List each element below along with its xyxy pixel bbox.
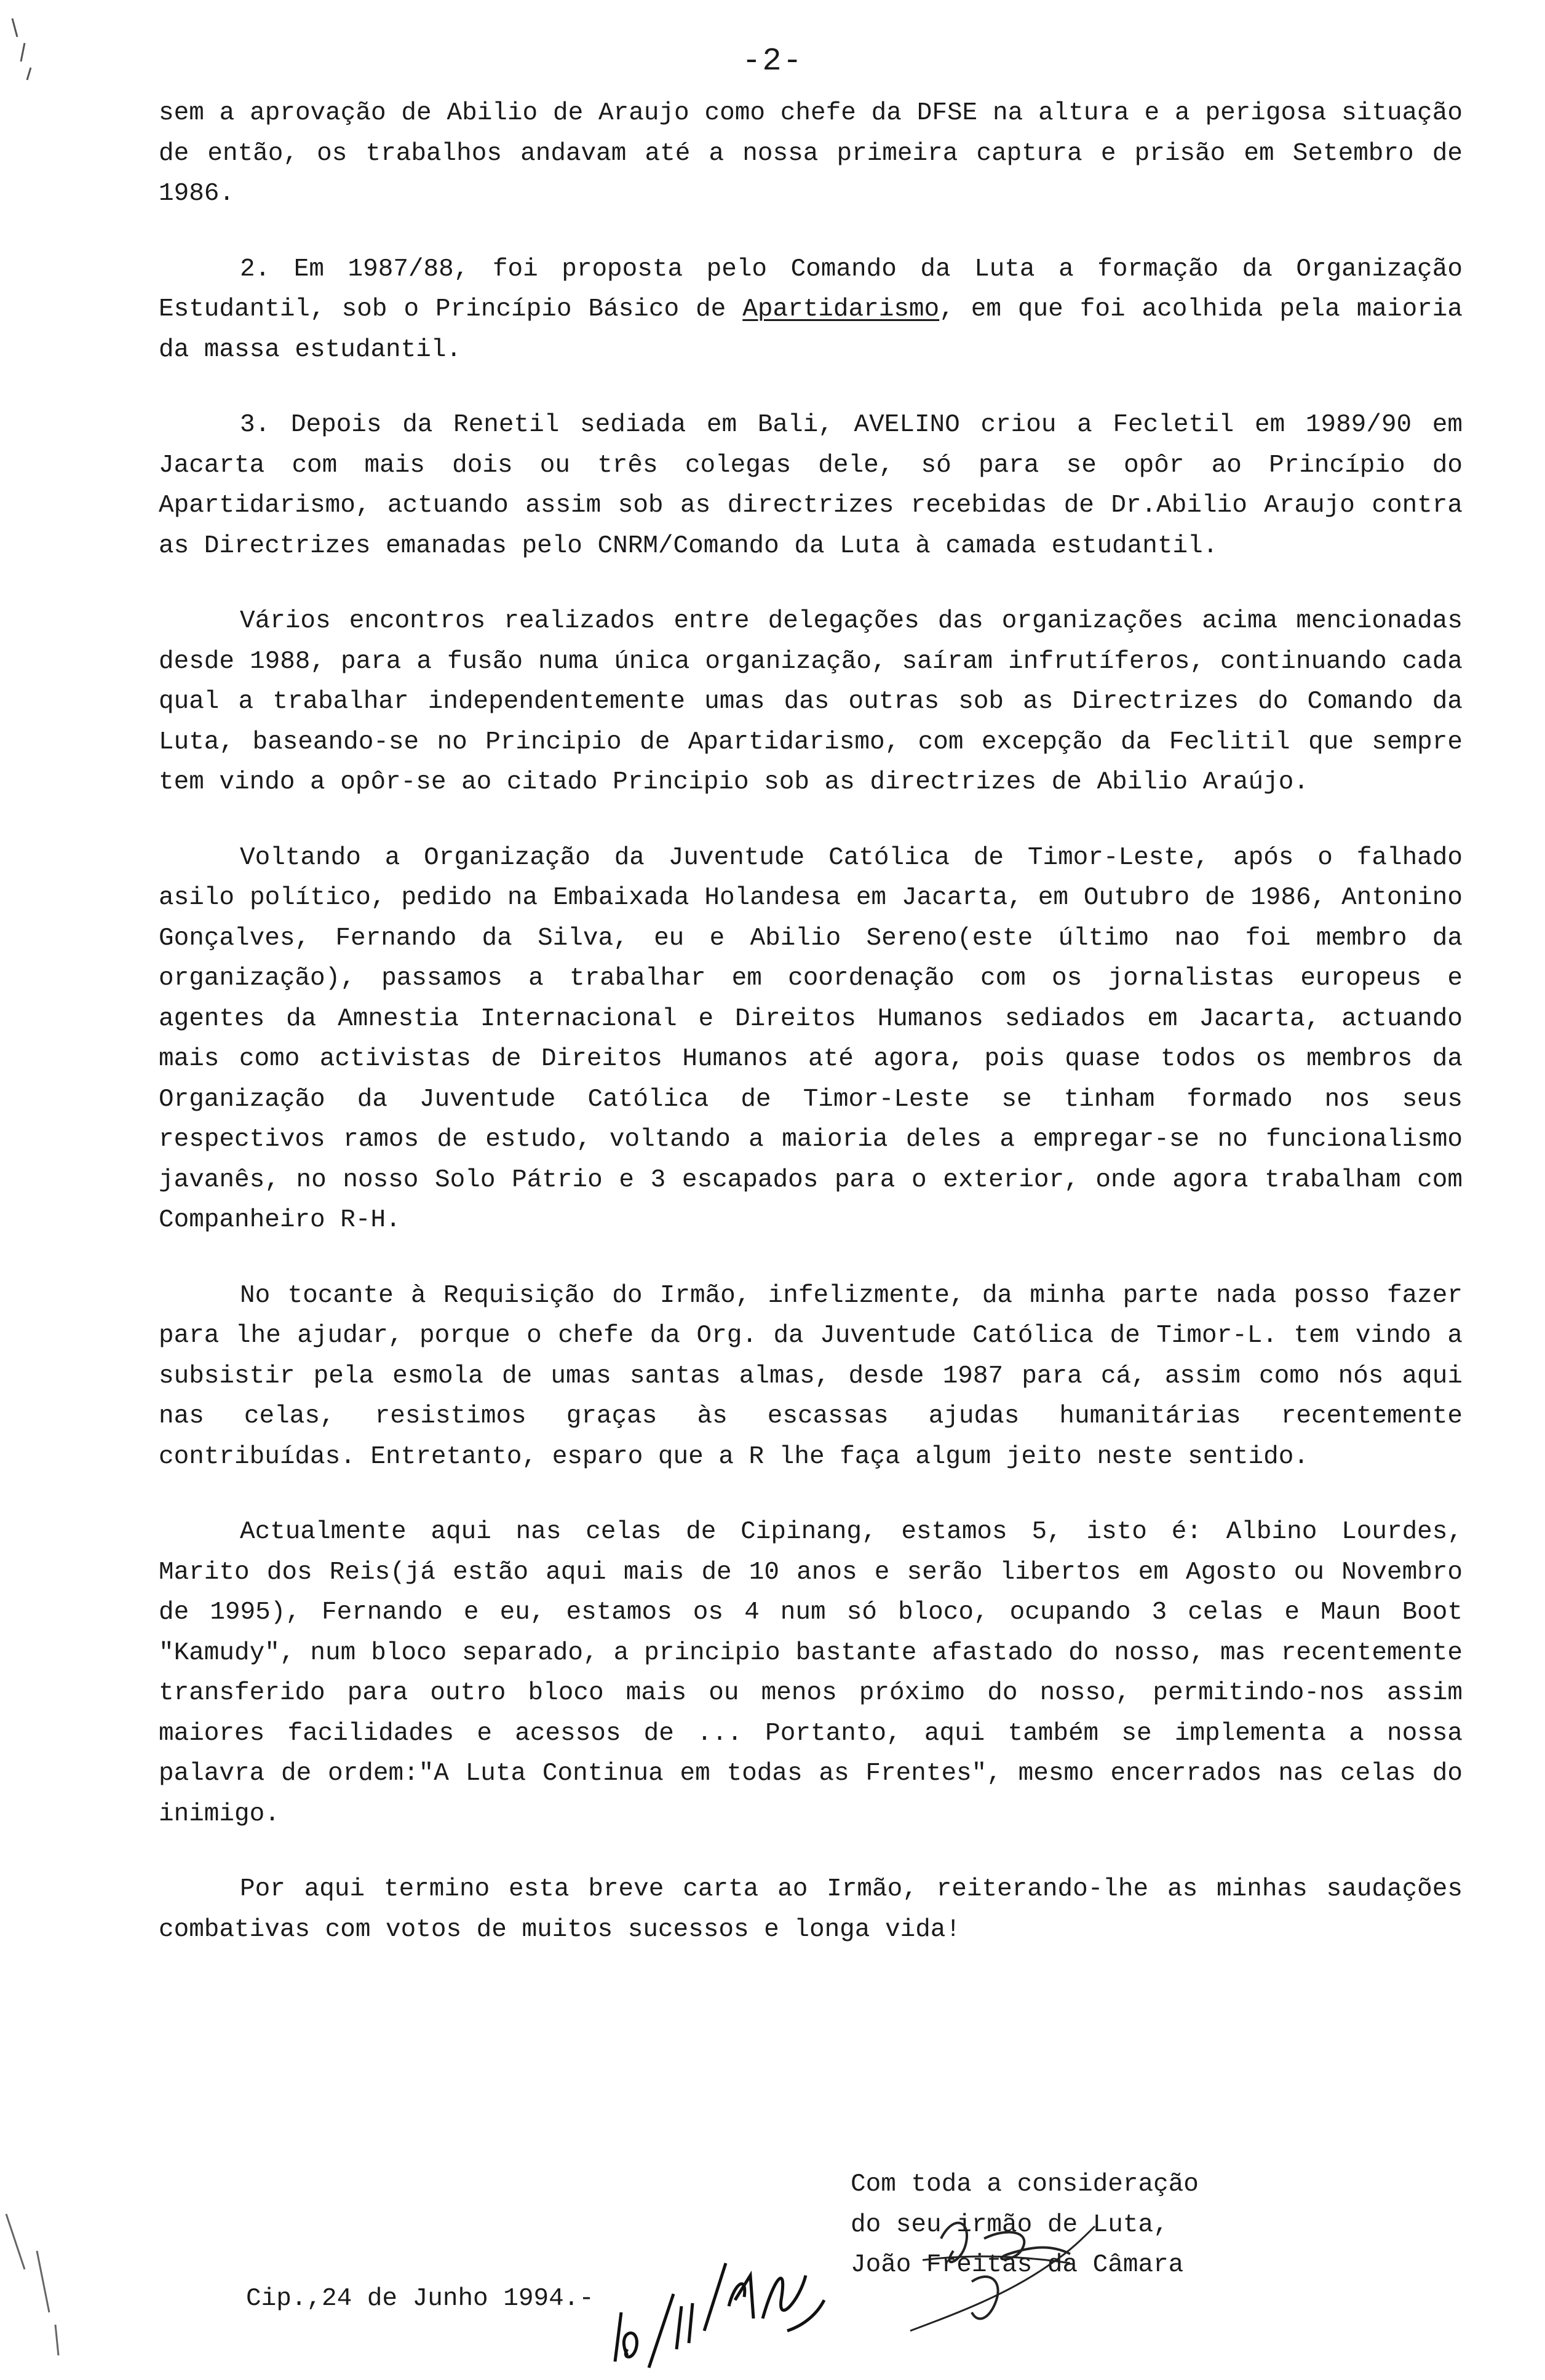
closing-line-2: do seu irmão de Luta,: [851, 2210, 1169, 2239]
paragraph-7: Actualmente aqui nas celas de Cipinang, estamos 5, isto é: Albino Lourdes, Marito dos Reis(já estão aqui mais de 10 anos e serão libertos em Agosto ou Novembro de 1995), Fernando e eu, estamos os 4 num só bloco, ocupando 3 celas e Maun Boot "Kamudy", num bloco separado, a principio bastante afastado do nosso, mas recentemente transferido para outro bloco mais ou menos próximo do nosso, permitindo-nos assim maiores facilidades e acessos de ... Portanto, aqui também se implementa a nossa palavra de ordem:"A Luta Continua em todas as Frentes", mesmo encerrados nas celas do inimigo.: [159, 1518, 1463, 1828]
paragraph-3: 3. Depois da Renetil sediada em Bali, AVELINO criou a Fecletil em 1989/90 em Jacarta com mais dois ou três colegas dele, só para se opôr ao Princípio do Apartidarismo, actuando assim sob as directrizes recebidas de Dr.Abilio Araujo contra as Directrizes emanadas pelo CNRM/Comando da Luta à camada estudantil.: [159, 411, 1463, 560]
paragraph-4: Vários encontros realizados entre delegações das organizações acima mencionadas desde 1988, para a fusão numa única organização, saíram infrutíferos, continuando cada qual a trabalhar independentemente umas das outras sob as Directrizes do Comando da Luta, baseando-se no Principio de Apartidarismo, com excepção da Feclitil que sempre tem vindo a opôr-se ao citado Principio sob as directrizes de Abilio Araújo.: [159, 607, 1463, 796]
paragraph-6: No tocante à Requisição do Irmão, infelizmente, da minha parte nada posso fazer para lhe ajudar, porque o chefe da Org. da Juventude Católica de Timor-L. tem vindo a subsistir pela esmola de umas santas almas, desde 1987 para cá, assim como nós aqui nas celas, resistimos graças às escassas ajudas humanitárias recentemente contribuídas. Entretanto, esparo que a R lhe faça algum jeito neste sentido.: [159, 1281, 1463, 1471]
place-and-date: Cip.,24 de Junho 1994.-: [246, 2285, 594, 2313]
paragraph-2: [159, 250, 1463, 371]
letter-body: [159, 93, 1463, 1985]
paragraph-1: sem a aprovação de Abilio de Araujo como chefe da DFSE na altura e a perigosa situação de então, os trabalhos andavam até a nossa primeira captura e prisão em Setembro de 1986.: [159, 99, 1463, 208]
paragraph-5: Voltando a Organização da Juventude Católica de Timor-Leste, após o falhado asilo político, pedido na Embaixada Holandesa em Jacarta, em Outubro de 1986, Antonino Gonçalves, Fernando da Silva, eu e Abilio Sereno(este último nao foi membro da organização), passamos a trabalhar em coordenação com os jornalistas europeus e agentes da Amnestia Internacional e Direitos Humanos sediados em Jacarta, actuando mais como activistas de Direitos Humanos até agora, pois quase todos os membros da Organização da Juventude Católica de Timor-Leste se tinham formado nos seus respectivos ramos de estudo, voltando a maioria deles a empregar-se no funcionalismo javanês, no nosso Solo Pátrio e 3 escapados para o exterior, onde agora trabalham com Companheiro R-H.: [159, 843, 1463, 1234]
apartidarismo-underlined: Apartidarismo: [742, 295, 940, 323]
handwritten-date-note: [603, 2239, 830, 2374]
paragraph-2-text-b: , em que foi acolhida pela maioria da massa estudantil.: [159, 295, 1463, 364]
closing-line-1: Com toda a consideração: [851, 2170, 1199, 2199]
page-number: -2-: [742, 43, 803, 79]
paragraph-2-text-a: 2. Em 1987/88, foi proposta pelo Comando da Luta a formação da Organização Estudantil, sob o Princípio Básico de: [159, 255, 1463, 323]
paragraph-8: Por aqui termino esta breve carta ao Irmão, reiterando-lhe as minhas saudações combativas com votos de muitos sucessos e longa vida!: [159, 1875, 1463, 1944]
handwritten-signature: [849, 2202, 1218, 2343]
signer-name: João Freitas da Câmara: [851, 2251, 1184, 2279]
scan-margin-marks: [0, 0, 80, 2380]
